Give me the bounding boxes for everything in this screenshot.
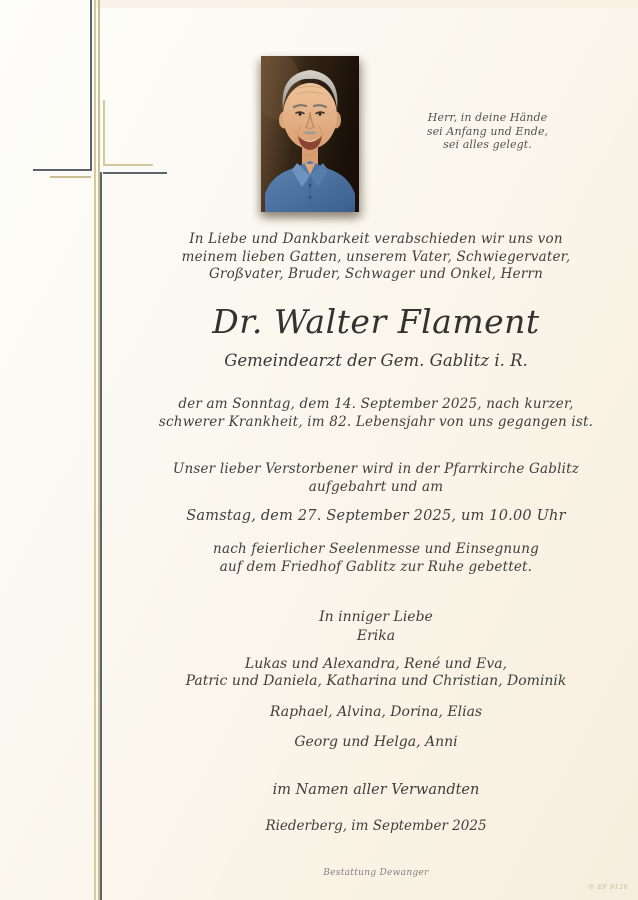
cross-line	[33, 169, 90, 171]
death-info-paragraph	[110, 396, 638, 431]
cross-line	[50, 176, 91, 178]
family-line: Lukas und Alexandra, René und Eva,	[244, 656, 508, 672]
deceased-name: Dr. Walter Flament	[212, 302, 540, 341]
death-info-line: der am Sonntag, dem 14. September 2025, nach kurzer,	[178, 396, 574, 412]
deceased-title: Gemeindearzt der Gem. Gablitz i. R.	[224, 351, 528, 370]
grandchildren-names: Raphael, Alvina, Dorina, Elias	[269, 704, 483, 720]
laying-out-paragraph	[110, 461, 638, 496]
burial-paragraph	[110, 541, 638, 576]
cross-line	[100, 172, 102, 900]
burial-line: auf dem Friedhof Gablitz zur Ruhe gebettet.	[219, 558, 533, 575]
verse-line: Herr, in deine Hände	[427, 111, 548, 124]
funeral-home: Bestattung Dewanger	[323, 868, 429, 878]
intro-line: meinem lieben Gatten, unserem Vater, Schwiegervater,	[181, 248, 571, 265]
closing-phrase: In inniger Liebe	[319, 609, 433, 625]
relatives-names: Georg und Helga, Anni	[294, 734, 458, 750]
intro-paragraph	[110, 231, 638, 284]
death-info-line: schwerer Krankheit, im 82. Lebensjahr von uns gegangen ist.	[158, 413, 594, 430]
widow-name: Erika	[356, 628, 396, 644]
family-line: Patric und Daniela, Katharina und Christian, Dominik	[185, 672, 567, 689]
family-names	[110, 656, 638, 689]
print-code: © EF 9126	[587, 883, 628, 891]
verse-line: sei alles gelegt.	[443, 138, 532, 151]
place-and-date: Riederberg, im September 2025	[265, 818, 487, 834]
cross-line	[103, 100, 105, 164]
cross-line	[90, 0, 92, 171]
in-name-of-phrase: im Namen aller Verwandten	[272, 782, 480, 798]
intro-line: In Liebe und Dankbarkeit verabschieden wir uns von	[189, 231, 563, 247]
laying-out-line: Unser lieber Verstorbener wird in der Pfarrkirche Gablitz	[172, 461, 580, 477]
verse-line: sei Anfang und Ende,	[426, 124, 549, 138]
announcement-text	[110, 0, 638, 900]
cross-line	[94, 0, 96, 900]
intro-line: Großvater, Bruder, Schwager und Onkel, Herrn	[208, 266, 544, 282]
burial-line: nach feierlicher Seelenmesse und Einsegnung	[213, 541, 539, 557]
laying-out-line: aufgebahrt und am	[308, 478, 444, 495]
funeral-datetime: Samstag, dem 27. September 2025, um 10.00 Uhr	[186, 508, 566, 524]
